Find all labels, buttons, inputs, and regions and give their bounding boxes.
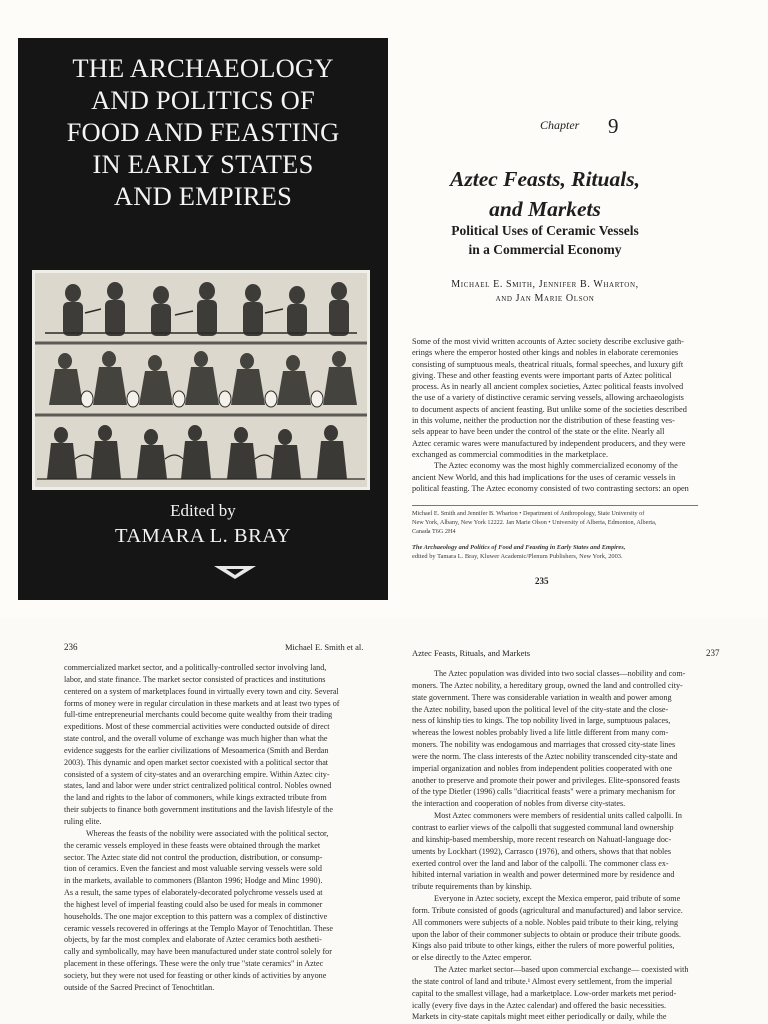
cover-page (0, 0, 400, 618)
text-line: households. The one major exception to this pattern was a complex of distinctive (64, 911, 328, 921)
text-line: another to preserve and promote their power and privileges. Elite-sponsored feasts (412, 775, 680, 785)
editor-name: TAMARA L. BRAY (114, 525, 292, 547)
text-line: imperial organization and nobles from independent polities cooperated with one (412, 763, 672, 773)
text-line: The Archaeology and Politics of Food and Feasting in Early States and Empires, (412, 544, 626, 551)
chapter-subtitle-line: Political Uses of Ceramic Vessels (451, 223, 639, 238)
authors-line: and Jan Marie Olson (495, 293, 595, 304)
text-line: form. Tribute consisted of goods (agricultural and manufactured) and labor service. (412, 905, 683, 915)
text-line: hibited internal variation in wealth and power determined more by residence and (412, 870, 675, 880)
text-line: were the norm. The class interests of the Aztec nobility transcended city-state and (412, 751, 678, 761)
text-line: The Aztec economy was the most highly commercialized economy of the (434, 461, 678, 471)
text-line: state control, and the overall volume of exchange was much higher than what the (64, 734, 328, 744)
page-number: 236 (64, 642, 78, 652)
text-line: Markets in city-state capitals might meet either periodically or daily, while the (412, 1012, 667, 1022)
text-line: expeditions. Most of these commercial activities were conducted outside of direct (64, 722, 330, 732)
cover-title (18, 52, 388, 212)
text-line: the ceramic vessels employed in these feasts were obtained through the market (64, 840, 321, 850)
chapter-opening-page (400, 0, 768, 618)
page-number: 237 (706, 648, 720, 658)
edited-by-label: Edited by (170, 501, 236, 520)
chapter-subtitle (400, 221, 690, 259)
chapter-title (400, 164, 690, 224)
text-line: the interaction and cooperation of nobles from diverse city-states. (412, 799, 626, 809)
chapter-number: 9 (608, 114, 619, 138)
text-line: outside of the Sacred Precinct of Tenochtitlan. (64, 982, 215, 992)
text-line: political feasting. The Aztec economy consisted of two contrasting sectors: an open (412, 483, 689, 493)
text-line: placement in these offerings. These were the only true "state ceramics" in Aztec (64, 959, 324, 969)
text-line: objects, by far the most complex and elaborate of Aztec ceramics both aestheti- (64, 935, 322, 945)
text-line: New York, Albany, New York 12222. Jan Marie Olson • University of Alberta, Edmonton, Alberta, (412, 518, 657, 526)
text-line: centered on a system of marketplaces found in virtually every town and city. Several (64, 686, 339, 696)
text-line: edited by Tamara L. Bray, Kluwer Academic/Plenum Publishers, New York, 2003. (412, 552, 623, 560)
text-line: Most Aztec commoners were members of residential units called calpolli. In (434, 811, 682, 821)
text-line: Everyone in Aztec society, except the Mexica emperor, paid tribute of some (434, 894, 681, 904)
text-line: whereas the lowest nobles probably lived a life little different from many com- (412, 728, 669, 738)
text-line: the state control of land and tribute.¹ Almost every settlement, from the imperial (412, 976, 673, 986)
authors-line: Michael E. Smith, Jennifer B. Wharton, (451, 279, 639, 290)
text-line: forms of money were in regular circulation in these markets and at least two types of (64, 698, 340, 708)
text-line: evidence suggests for the earlier civilizations of Mesoamerica (Smith and Berdan (64, 745, 329, 755)
text-line: process. As in nearly all ancient complex societies, Aztec political feasts involved (412, 382, 684, 392)
chapter-subtitle-line: in a Commercial Economy (468, 242, 622, 257)
text-line: labor, and state finance. The market sector consisted of practices and institutions (64, 674, 326, 684)
text-line: exerted control over the land and labor of the calpolli. The commoner class ex- (412, 858, 669, 868)
text-line: ically (every five days in the Aztec calendar) and offered the basic necessities. (412, 1000, 667, 1010)
chapter-opening-text (412, 336, 698, 494)
text-line: Michael E. Smith and Jennifer B. Wharton • Department of Anthropology, State University of (412, 510, 645, 517)
text-line: sector. The Aztec state did not control the production, distribution, or consump- (64, 852, 323, 862)
text-line: exchanged as commercial commodities in the marketplace. (412, 449, 609, 459)
text-line: ceramic vessels recovered in offerings at the Templo Mayor of Tenochtitlan. These (64, 923, 334, 933)
text-line: tion of ceramics. Even the fanciest and most valuable serving vessels were sold (64, 864, 322, 874)
page-number: 235 (535, 576, 549, 586)
text-line: Some of the most vivid written accounts of Aztec society describe exclusive gath- (412, 337, 684, 346)
page-236 (0, 618, 400, 1024)
text-line: the use of a variety of distinctive ceramic serving vessels, allowing archaeologists (412, 393, 684, 403)
text-line: 2003). This dynamic and open market sector coexisted with a political sector that (64, 757, 329, 767)
text-line: full-time entrepreneurial merchants could become quite wealthy from their trading (64, 710, 333, 720)
text-line: As a result, the same types of elaborately-decorated polychrome vessels used at (64, 888, 323, 898)
text-line: ancient New World, and this had implications for the uses of ceramic vessels in (412, 472, 676, 482)
cover-title-line: IN EARLY STATES (92, 149, 314, 179)
text-line: of the type Dietler (1996) calls "diacritical feasts" were a primary mechanism for (412, 787, 676, 797)
text-line: the highest level of imperial feasting could also be used for meals in commoner (64, 899, 323, 909)
text-line: Whereas the feasts of the nobility were associated with the political sector, (86, 828, 329, 838)
cover-title-line: FOOD AND FEASTING (66, 117, 340, 147)
text-line: The Aztec population was divided into two social classes—nobility and com- (434, 669, 686, 678)
text-line: contrast to earlier views of the calpolli that suggested communal land ownership (412, 822, 674, 832)
text-line: states, land and labor were under strict centralized political control. Nobles owned (64, 781, 332, 791)
chapter-title-line: Aztec Feasts, Rituals, (450, 167, 640, 191)
text-line: Aztec ceramic wares were manufactured by independent producers, and they were (412, 438, 686, 448)
text-line: to document aspects of ancient feasting. But unlike some of the societies described (412, 404, 687, 414)
text-line: in this volume, neither the production nor the distribution of these feasting ves- (412, 416, 675, 426)
text-line: commercialized market sector, and a politically-controlled sector involving land, (64, 663, 327, 672)
text-line: their subjects to finance both government institutions and the lavish lifestyle of the (64, 805, 333, 815)
page-237 (400, 618, 768, 1024)
chapter-authors (400, 278, 690, 306)
text-line: Canada T6G 2H4 (412, 527, 456, 535)
text-line: the land and rights to the labor of commoners, while kings extracted tribute from (64, 793, 327, 803)
text-line: tribute requirements than by kinship. (412, 882, 532, 892)
page-body-text (64, 662, 382, 994)
chapter-label: Chapter (540, 118, 580, 132)
text-line: All commoners were subjects of a noble. Nobles paid tribute to their king, relying (412, 917, 679, 927)
text-line: and kinship-based membership, more recent research on Nahuatl-language doc- (412, 834, 672, 844)
text-line: giving. These and other feasting events were important parts of Aztec political (412, 370, 672, 380)
text-line: state government. There was considerable variation in wealth and power among (412, 692, 672, 702)
text-line: or else directly to the Aztec emperor. (412, 953, 532, 963)
text-line: the Aztec nobility, based upon the political level of the city-state and the close- (412, 704, 669, 714)
author-affiliations (412, 510, 698, 536)
running-head: Michael E. Smith et al. (285, 642, 364, 652)
text-line: uments by Lockhart (1992), Carrasco (1976), and others, shows that that nobles (412, 846, 672, 856)
text-line: erings where the emperor hosted other kings and nobles in elaborate ceremonies (412, 348, 679, 358)
text-line: ruling elite. (64, 816, 102, 826)
text-line: cally and symbolically, may have been manufactured under state control solely for (64, 947, 332, 957)
text-line: society, but they were not used for feasting or other kinds of activities by anyone (64, 970, 327, 980)
text-line: in the markets, available to commoners (Blanton 1996; Hodge and Minc 1990). (64, 876, 323, 886)
text-line: sels appear to have been under the control of the state or the elite. Nearly all (412, 427, 665, 437)
text-line: moners. The Aztec nobility, a hereditary group, owned the land and controlled city- (412, 680, 683, 690)
text-line: consisted of a system of city-states and an overarching empire. Within Aztec city- (64, 769, 330, 779)
text-line: Kings also paid tribute to other kings, either the rulers of more powerful polities, (412, 941, 675, 951)
text-line: upon the labor of their commoner subjects to obtain or produce their tribute goods. (412, 929, 681, 939)
page-body-text (412, 668, 734, 1023)
cover-title-line: THE ARCHAEOLOGY (72, 53, 334, 83)
cover-title-line: AND EMPIRES (113, 181, 293, 211)
footnote-divider (412, 505, 698, 506)
text-line: The Aztec market sector—based upon commercial exchange— coexisted with (434, 965, 689, 975)
text-line: ness of kinship ties to kings. The top nobility lived in large, sumptuous palaces, (412, 716, 671, 726)
book-cover (18, 38, 388, 600)
book-credit (412, 544, 698, 562)
text-line: consisting of sumptuous meals, theatrical rituals, formal speeches, and luxury gift (412, 359, 684, 369)
text-line: capital to the smallest village, had a marketplace. Low-order markets met period- (412, 988, 677, 998)
publisher-logo-icon (212, 564, 258, 580)
running-head: Aztec Feasts, Rituals, and Markets (412, 648, 531, 658)
cover-title-line: AND POLITICS OF (91, 85, 315, 115)
text-line: moners. The nobility was endogamous and marriages that crossed city-state lines (412, 740, 676, 750)
chapter-title-line: and Markets (489, 197, 601, 221)
feasting-frieze-illustration (32, 270, 370, 490)
